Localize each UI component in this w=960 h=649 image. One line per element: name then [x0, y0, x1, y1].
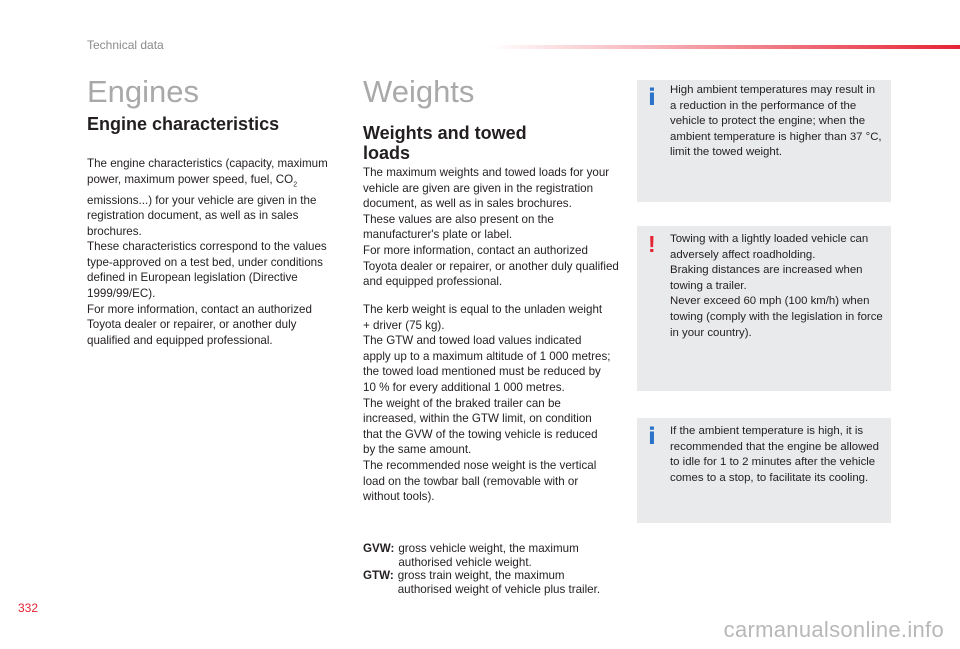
weights-paragraph-4: The kerb weight is equal to the unladen weight + driver (75 kg). [363, 303, 603, 332]
warning-icon: ! [648, 231, 656, 257]
weights-paragraph-2: These values are also present on the manufacturer's plate or label. [363, 212, 554, 242]
info-note-engine-idle [637, 418, 891, 523]
co2-subscript: 2 [293, 180, 298, 188]
engines-title: Engines [87, 74, 200, 109]
warning-line-1: Towing with a lightly loaded vehicle can adversely affect roadholding. [670, 233, 869, 261]
engines-paragraph-1-part-a: The engine characteristics (capacity, maximum power, maximum power speed, fuel, CO [87, 157, 328, 186]
note-text [670, 232, 884, 341]
info-icon: i [648, 424, 656, 450]
abbreviation-definitions [363, 542, 619, 596]
engines-paragraph-2: These characteristics correspond to the values type-approved on a test bed, under conditions defined in European legislation (Directive 1999/99/EC). [87, 240, 327, 301]
watermark: carmanualsonline.info [723, 617, 944, 642]
warning-line-2: Braking distances are increased when towing a trailer. [670, 264, 863, 292]
header-accent-bar [490, 45, 960, 49]
engines-paragraph-1-part-b: emissions...) for your vehicle are given in the registration document, as well as in sales brochures. [87, 193, 317, 238]
definition-description: gross train weight, the maximum authorised weight of vehicle plus trailer. [397, 569, 601, 596]
weights-paragraph-3: For more information, contact an authorized Toyota dealer or repairer, or another duly qualified and equipped professional. [363, 243, 619, 289]
weights-body-1 [363, 165, 619, 290]
definition-gvw [363, 542, 619, 569]
weights-title: Weights [363, 74, 475, 109]
engines-paragraph-3: For more information, contact an authorized Toyota dealer or repairer, or another duly qualified and equipped professional. [87, 302, 312, 347]
weights-paragraph-6: The weight of the braked trailer can be increased, within the GTW limit, on condition that the GVW of the towing vehicle is reduced by the same amount. [363, 396, 598, 457]
weights-towed-loads-heading: Weights and towed loads [363, 123, 527, 163]
weights-paragraph-1: The maximum weights and towed loads for your vehicle are given are given in the registration document, as well as in sales brochures. [363, 166, 610, 211]
section-header: Technical data [87, 38, 164, 52]
definition-term: GVW: [363, 542, 395, 555]
page-number: 332 [18, 601, 39, 615]
info-note-high-temperature [637, 80, 891, 202]
weights-paragraph-7: The recommended nose weight is the vertical load on the towbar ball (removable with or without tools). [363, 458, 597, 504]
info-icon: i [648, 85, 656, 111]
definition-description: gross vehicle weight, the maximum authorised vehicle weight. [398, 542, 579, 569]
weights-body-2 [363, 302, 611, 505]
note-text: High ambient temperatures may result in a reduction in the performance of the vehicle to protect the engine; when the ambient temperature is higher than 37 °C, limit the towed weight. [670, 84, 882, 159]
engines-body [87, 156, 339, 348]
warning-note-towing [637, 226, 891, 391]
engine-characteristics-heading: Engine characteristics [87, 114, 280, 134]
weights-paragraph-5: The GTW and towed load values indicated apply up to a maximum altitude of 1 000 metres; the towed load mentioned must be reduced by 10 % for every additional 1 000 metres. [363, 334, 611, 394]
warning-line-3: Never exceed 60 mph (100 km/h) when towing (comply with the legislation in force in your country). [670, 295, 883, 339]
definition-gtw [363, 569, 619, 596]
note-text: If the ambient temperature is high, it is recommended that the engine be allowed to idle for 1 to 2 minutes after the vehicle comes to a stop, to facilitate its cooling. [670, 425, 879, 484]
engines-paragraph-1 [87, 156, 339, 239]
definition-term: GTW: [363, 569, 394, 582]
